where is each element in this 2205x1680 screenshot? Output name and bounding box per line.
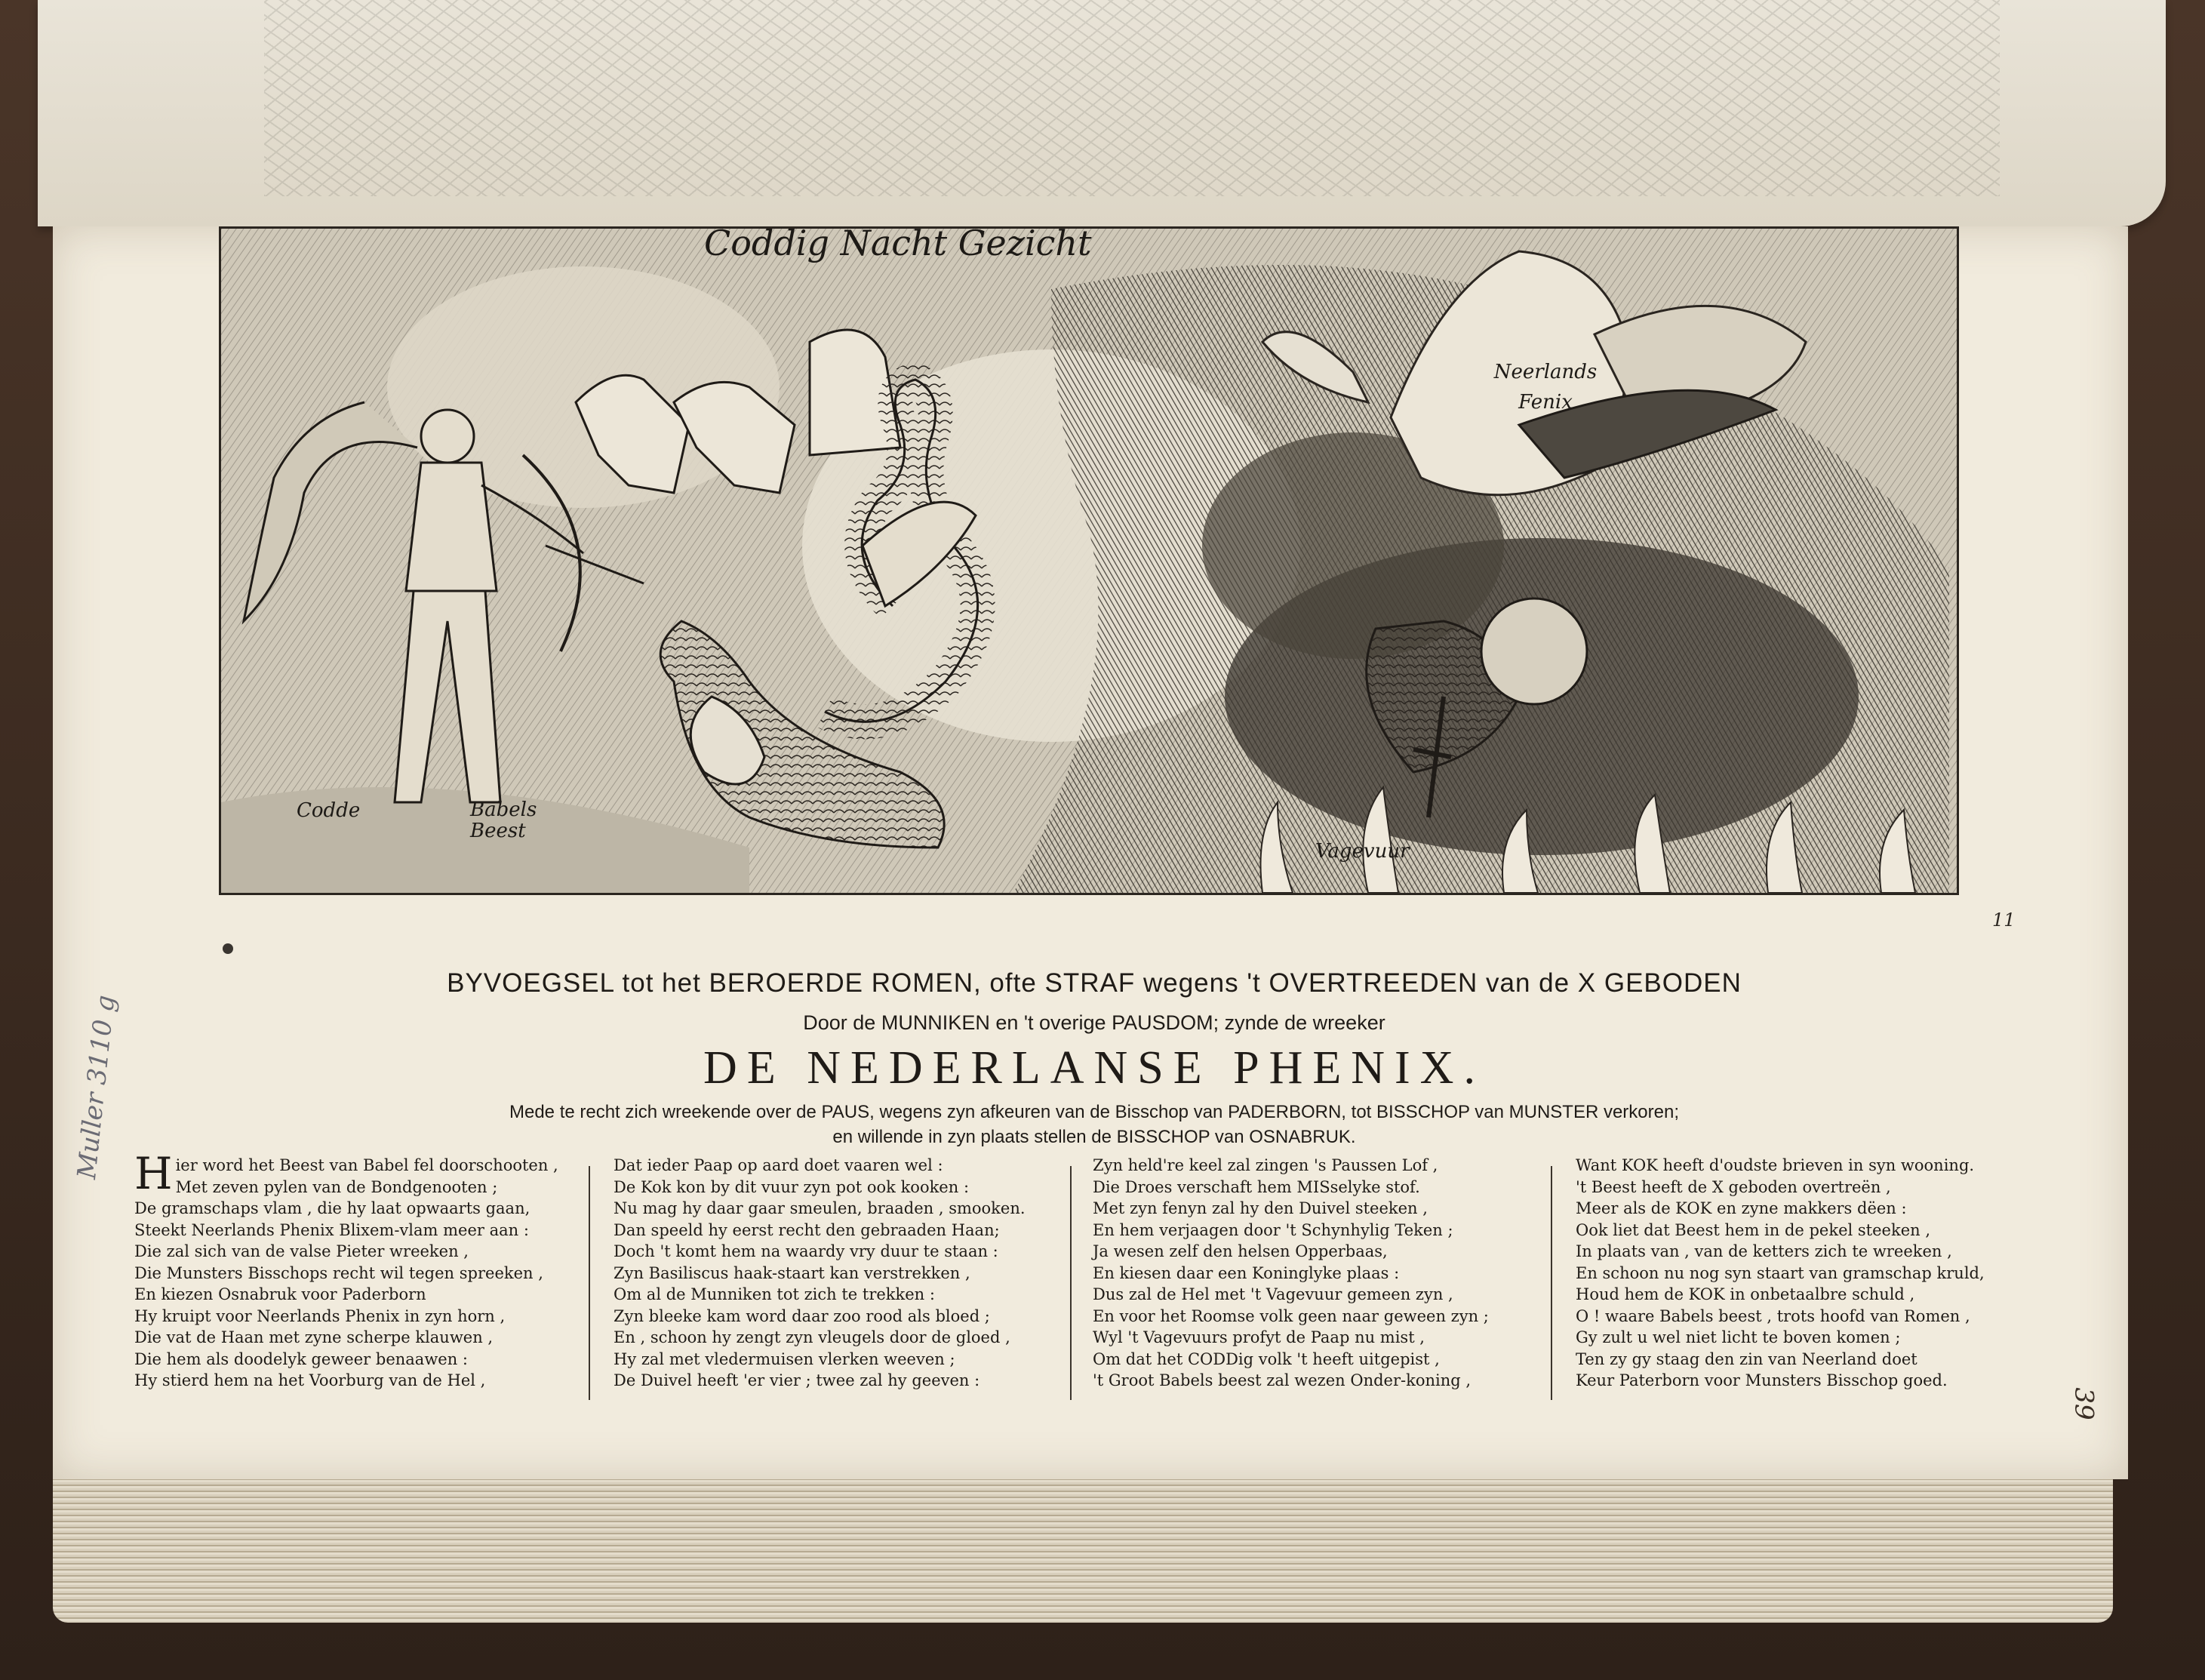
poem-line: Met zeven pylen van de Bondgenooten ; [175,1177,498,1196]
label-codde: Codde [297,799,361,822]
poem-line: Hy kruipt voor Neerlands Phenix in zyn horn , [134,1306,506,1325]
poem-line: Wyl 't Vagevuurs profyt de Paap nu mist , [1093,1328,1425,1346]
poem-line: Ten zy gy staag den zin van Neerland doet [1576,1349,1917,1368]
plate-number: 11 [1992,909,2016,931]
engraving-illustration [221,229,1957,893]
folio-number: 39 [2068,1387,2099,1420]
heading-line-5: en willende in zyn plaats stellen de BISSCHOP van OSNABRUK. [832,1127,1356,1147]
column-divider [1551,1166,1552,1400]
show-through-image [264,0,2000,196]
poem-line: En hem verjaagen door 't Schynhylig Teken ; [1093,1220,1453,1239]
poem-line: En kiezen Osnabruk voor Paderborn [134,1285,426,1303]
label-babels-beest: Babels Beest [470,798,537,842]
poem-line: Nu mag hy daar gaar smeulen, braaden , smooken. [614,1199,1026,1217]
poem-line: Om dat het CODDig volk 't heeft uitgepist , [1093,1349,1440,1368]
poem-line: Dus zal de Hel met 't Vagevuur gemeen zyn , [1093,1285,1453,1303]
poem-line: Die Droes verschaft hem MISselyke stof. [1093,1177,1420,1196]
poem-line: Die Munsters Bisschops recht wil tegen spreeken , [134,1263,543,1282]
poem-column-4 [1576,1155,1998,1392]
poem-line: Gy zult u wel niet licht te boven komen ; [1576,1328,1901,1346]
poem-line: In plaats van , van de ketters zich te wreeken , [1576,1242,1952,1260]
poem-line: Houd hem de KOK in onbetaalbre schuld , [1576,1285,1915,1303]
previous-page [38,0,2166,226]
column-divider [589,1166,590,1400]
poem-line: Doch 't komt hem na waardy vry duur te staan : [614,1242,998,1260]
poem-line: Steekt Neerlands Phenix Blixem-vlam meer aan : [134,1220,529,1239]
poem-line: 't Beest heeft de X geboden overtreën , [1576,1177,1891,1196]
poem-line: Zyn held're keel zal zingen 's Paussen Lof , [1093,1156,1438,1174]
label-vagevuur: Vagevuur [1315,840,1410,863]
poem-line: Zyn Basiliscus haak-staart kan verstrekken , [614,1263,970,1282]
poem-line: Met zyn fenyn zal hy den Duivel steeken , [1093,1199,1428,1217]
poem-line: Die hem als doodelyk geweer benaawen : [134,1349,468,1368]
poem-line: De Duivel heeft 'er vier ; twee zal hy geeven : [614,1371,980,1389]
poem-line: ier word het Beest van Babel fel doorschooten , [175,1156,558,1174]
poem-line: O ! waare Babels beest , trots hoofd van Romen , [1576,1306,1970,1325]
poem-line: Keur Paterborn voor Munsters Bisschop goed. [1576,1371,1948,1389]
poem-column-3 [1093,1155,1515,1392]
poem-column-1 [134,1148,558,1392]
poem-line: Want KOK heeft d'oudste brieven in syn wooning. [1576,1156,1975,1174]
poem-line: En , schoon hy zengt zyn vleugels door de gloed , [614,1328,1010,1346]
poem-line: Hy zal met vledermuisen vlerken weeven ; [614,1349,955,1368]
poem-line: 't Groot Babels beest zal wezen Onder-koning , [1093,1371,1472,1389]
poem-line: De Kok kon by dit vuur zyn pot ook kooken : [614,1177,970,1196]
page-edges [53,1464,2113,1623]
heading-line-4: Mede te recht zich wreekende over de PAUS, wegens zyn afkeuren van de Bisschop van PADERBORN, tot BISSCHOP van MUNSTER verkoren; [509,1102,1679,1122]
plate-title: Coddig Nacht Gezicht [704,226,1092,263]
label-neerlands-fenix: Neerlands Fenix [1493,361,1598,414]
poem-line: En kiesen daar een Koninglyke plaas : [1093,1263,1400,1282]
poem-line: Ook liet dat Beest hem in de pekel steeken , [1576,1220,1931,1239]
poem-line: Ja wesen zelf den helsen Opperbaas, [1093,1242,1388,1260]
heading-line-3: DE NEDERLANSE PHENIX. [703,1042,1485,1094]
pencil-annotation: Muller 3110 g [72,993,121,1181]
engraving-plate [219,226,1959,895]
poem-line: Dat ieder Paap op aard doet vaaren wel : [614,1156,943,1174]
poem-line: En voor het Roomse volk geen naar geween zyn ; [1093,1306,1489,1325]
drop-cap: H [134,1148,173,1199]
poem-line: Hy stierd hem na het Voorburg van de Hel , [134,1371,486,1389]
poem-line: Dan speeld hy eerst recht den gebraaden Haan; [614,1220,1000,1239]
poem-line: Die vat de Haan met zyne scherpe klauwen , [134,1328,494,1346]
poem-line: Zyn bleeke kam word daar zoo rood als bloed ; [614,1306,990,1325]
heading-line-1: BYVOEGSEL tot het BEROERDE ROMEN, ofte STRAF wegens 't OVERTREEDEN van de X GEBODEN [447,968,1742,998]
ink-dot [223,943,233,954]
heading-line-2: Door de MUNNIKEN en 't overige PAUSDOM; zynde de wreeker [803,1011,1385,1034]
poem-line: En schoon nu nog syn staart van gramschap kruld, [1576,1263,1985,1282]
poem-line: Om al de Munniken tot zich te trekken : [614,1285,935,1303]
poem-line: De gramschaps vlam , die hy laat opwaarts gaan, [134,1199,530,1217]
poem-column-2 [614,1155,1036,1392]
poem-line: Die zal sich van de valse Pieter wreeken , [134,1242,469,1260]
column-divider [1070,1166,1072,1400]
poem-line: Meer als de KOK en zyne makkers dëen : [1576,1199,1907,1217]
